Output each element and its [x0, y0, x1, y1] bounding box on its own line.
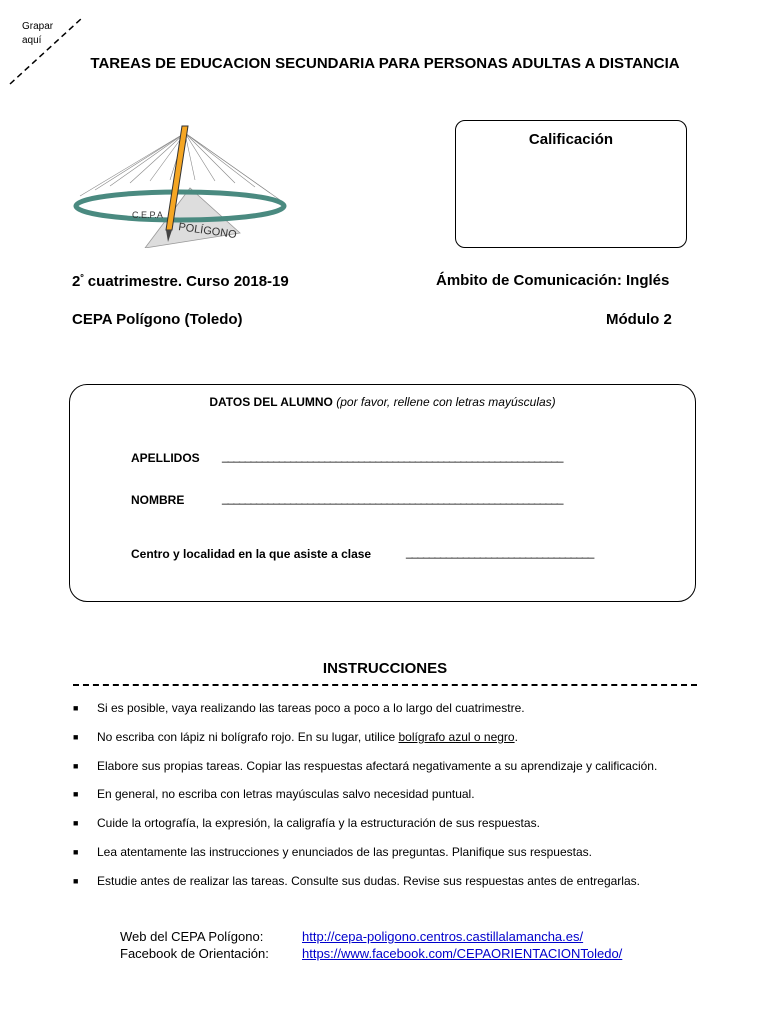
instruction-text: Si es posible, vaya realizando las tareas poco a poco a lo largo del cuatrimestre.	[97, 701, 525, 715]
list-item	[73, 729, 723, 758]
instructions-list	[73, 700, 723, 902]
student-data-heading: DATOS DEL ALUMNO	[209, 395, 333, 409]
student-data-title	[70, 395, 695, 409]
list-item	[73, 786, 723, 815]
student-data-hint: (por favor, rellene con letras mayúsculas)	[336, 395, 556, 409]
staple-line1: Grapar	[22, 21, 54, 32]
bullet-icon: ■	[73, 703, 79, 713]
semester-text: cuatrimestre. Curso 2018-19	[83, 273, 289, 290]
web-link-row	[120, 929, 622, 946]
page-title: TAREAS DE EDUCACION SECUNDARIA PARA PERSONAS ADULTAS A DISTANCIA	[90, 55, 680, 72]
instruction-text-end: .	[514, 729, 518, 744]
grade-box	[455, 120, 687, 248]
facebook-link[interactable]: https://www.facebook.com/CEPAORIENTACIONToledo/	[302, 946, 623, 961]
list-item	[73, 844, 723, 873]
instruction-text	[97, 729, 518, 745]
center-field[interactable]: _________________________________	[406, 545, 594, 559]
bullet-icon: ■	[73, 789, 79, 800]
instruction-text: Lea atentamente las instrucciones y enunciados de las preguntas. Planifique sus respuestas.	[97, 844, 592, 859]
web-link[interactable]: http://cepa-poligono.centros.castillalamancha.es/	[302, 929, 584, 944]
facebook-link-row	[120, 946, 622, 963]
surname-field[interactable]: ____________________________________________________________	[222, 449, 563, 463]
cepa-poligono-logo	[70, 118, 290, 248]
list-item	[73, 700, 723, 729]
instruction-text: Elabore sus propias tareas. Copiar las respuestas afectará negativamente a su aprendizaje y calificación.	[97, 758, 658, 773]
name-label: NOMBRE	[131, 493, 185, 507]
web-label: Web del CEPA Polígono:	[120, 929, 264, 944]
subject-area: Ámbito de Comunicación: Inglés	[436, 272, 670, 289]
semester-info	[72, 272, 289, 290]
semester-number: 2	[72, 273, 81, 290]
surname-label: APELLIDOS	[131, 451, 200, 465]
bullet-icon: ■	[73, 875, 79, 886]
grade-label: Calificación	[528, 131, 614, 148]
staple-line2: aquí	[22, 35, 42, 46]
instruction-underlined: bolígrafo azul o negro	[398, 729, 515, 744]
list-item	[73, 815, 723, 844]
bullet-icon: ■	[73, 818, 79, 829]
bullet-icon: ■	[73, 760, 79, 771]
list-item	[73, 873, 723, 902]
center-label: Centro y localidad en la que asiste a clase	[131, 547, 372, 561]
bullet-icon: ■	[73, 846, 79, 857]
logo-text-cepa: C.E.P.A	[132, 210, 163, 220]
module-label: Módulo 2	[606, 311, 672, 328]
semester-ordinal: º	[80, 272, 84, 282]
staple-dashed-line	[8, 18, 88, 88]
instruction-text: Cuide la ortografía, la expresión, la caligrafía y la estructuración de sus respuestas.	[97, 816, 540, 831]
instructions-divider	[73, 684, 697, 686]
bullet-icon: ■	[73, 731, 79, 742]
name-field[interactable]: ____________________________________________________________	[222, 491, 563, 505]
student-data-box	[69, 384, 696, 602]
list-item	[73, 758, 723, 787]
instructions-title: INSTRUCCIONES	[322, 660, 448, 677]
logo-text-poligono: POLÍGONO	[177, 221, 238, 242]
contact-links	[120, 929, 622, 963]
instruction-text: En general, no escriba con letras mayúsculas salvo necesidad puntual.	[97, 787, 475, 802]
school-name: CEPA Polígono (Toledo)	[72, 311, 243, 328]
facebook-label: Facebook de Orientación:	[120, 946, 269, 961]
instruction-text-start: No escriba con lápiz ni bolígrafo rojo. En su lugar, utilice	[97, 729, 399, 744]
instruction-text: Estudie antes de realizar las tareas. Consulte sus dudas. Revise sus respuestas antes de entregarlas.	[97, 873, 640, 888]
